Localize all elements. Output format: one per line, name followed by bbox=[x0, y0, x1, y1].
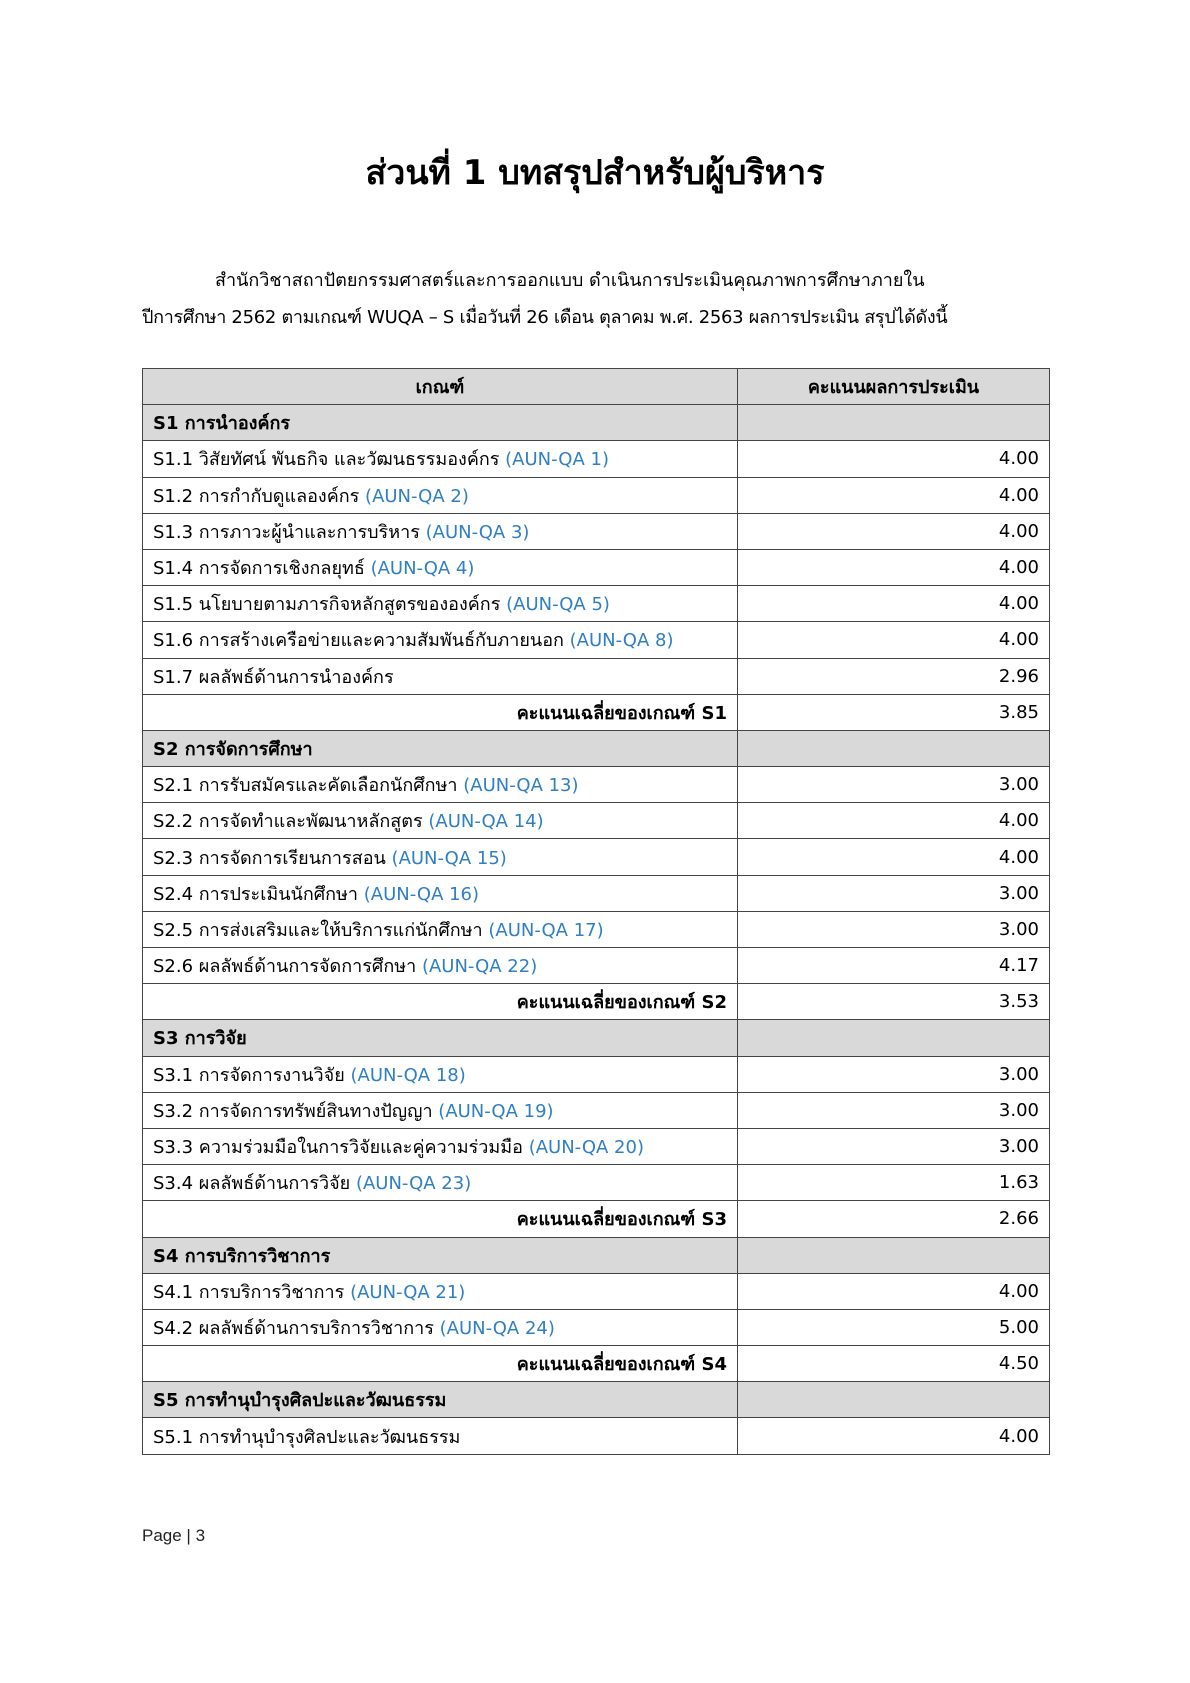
criterion-cell bbox=[143, 622, 738, 658]
score-value: 1.63 bbox=[738, 1165, 1050, 1201]
score-value: 4.00 bbox=[738, 513, 1050, 549]
score-value: 4.00 bbox=[738, 622, 1050, 658]
average-row bbox=[143, 694, 1050, 730]
score-value: 4.00 bbox=[738, 586, 1050, 622]
table-row bbox=[143, 441, 1050, 477]
aun-qa-reference: (AUN-QA 14) bbox=[428, 811, 544, 833]
score-value: 4.17 bbox=[738, 948, 1050, 984]
aun-qa-reference: (AUN-QA 16) bbox=[363, 883, 480, 905]
aun-qa-reference: (AUN-QA 23) bbox=[355, 1173, 472, 1195]
page-title: ส่วนที่ 1 บทสรุปสำหรับผู้บริหาร bbox=[365, 153, 825, 193]
criterion-label: S3.3 ความร่วมมือในการวิจัยและคู่ความร่วมมือ bbox=[153, 1137, 523, 1159]
aun-qa-reference: (AUN-QA 13) bbox=[463, 775, 579, 797]
average-value: 4.50 bbox=[738, 1346, 1050, 1382]
average-label: คะแนนเฉลี่ยของเกณฑ์ S3 bbox=[143, 1201, 738, 1237]
group-row bbox=[143, 1237, 1050, 1273]
criterion-cell bbox=[143, 767, 738, 803]
criterion-cell bbox=[143, 658, 738, 694]
score-value: 4.00 bbox=[738, 549, 1050, 585]
average-label: คะแนนเฉลี่ยของเกณฑ์ S2 bbox=[143, 984, 738, 1020]
table-row bbox=[143, 586, 1050, 622]
table-row bbox=[143, 911, 1050, 947]
score-value: 4.00 bbox=[738, 1418, 1050, 1454]
criterion-label: S1.7 ผลลัพธ์ด้านการนำองค์กร bbox=[153, 666, 394, 688]
group-title: S4 การบริการวิชาการ bbox=[143, 1237, 738, 1273]
group-row bbox=[143, 730, 1050, 766]
criterion-label: S4.2 ผลลัพธ์ด้านการบริการวิชาการ bbox=[153, 1317, 434, 1339]
aun-qa-reference: (AUN-QA 1) bbox=[505, 449, 609, 471]
score-value: 3.00 bbox=[738, 767, 1050, 803]
table-row bbox=[143, 658, 1050, 694]
criterion-cell bbox=[143, 1165, 738, 1201]
table-row bbox=[143, 1273, 1050, 1309]
criterion-cell bbox=[143, 875, 738, 911]
criterion-label: S2.1 การรับสมัครและคัดเลือกนักศึกษา bbox=[153, 775, 458, 797]
score-value: 2.96 bbox=[738, 658, 1050, 694]
table-row bbox=[143, 622, 1050, 658]
group-title: S1 การนำองค์กร bbox=[143, 405, 738, 441]
group-score-cell bbox=[738, 405, 1050, 441]
average-label: คะแนนเฉลี่ยของเกณฑ์ S4 bbox=[143, 1346, 738, 1382]
criterion-label: S4.1 การบริการวิชาการ bbox=[153, 1281, 345, 1303]
criterion-cell bbox=[143, 948, 738, 984]
score-value: 3.00 bbox=[738, 1056, 1050, 1092]
score-value: 3.00 bbox=[738, 1128, 1050, 1164]
aun-qa-reference: (AUN-QA 5) bbox=[506, 594, 610, 616]
criterion-cell bbox=[143, 1092, 738, 1128]
average-row bbox=[143, 1201, 1050, 1237]
aun-qa-reference: (AUN-QA 24) bbox=[439, 1317, 555, 1339]
criterion-cell bbox=[143, 1128, 738, 1164]
average-row bbox=[143, 984, 1050, 1020]
table-row bbox=[143, 477, 1050, 513]
score-value: 4.00 bbox=[738, 1273, 1050, 1309]
table-row bbox=[143, 1309, 1050, 1345]
criterion-label: S1.1 วิสัยทัศน์ พันธกิจ และวัฒนธรรมองค์กร bbox=[153, 449, 500, 471]
table-row bbox=[143, 1165, 1050, 1201]
criterion-cell bbox=[143, 586, 738, 622]
criterion-label: S1.3 การภาวะผู้นำและการบริหาร bbox=[153, 521, 420, 543]
criterion-cell bbox=[143, 1273, 738, 1309]
header-criteria: เกณฑ์ bbox=[143, 369, 738, 405]
group-row bbox=[143, 1020, 1050, 1056]
group-row bbox=[143, 405, 1050, 441]
table-row bbox=[143, 803, 1050, 839]
table-row bbox=[143, 875, 1050, 911]
criterion-cell bbox=[143, 1309, 738, 1345]
criterion-cell bbox=[143, 1056, 738, 1092]
criterion-label: S3.1 การจัดการงานวิจัย bbox=[153, 1064, 345, 1086]
table-row bbox=[143, 767, 1050, 803]
criterion-label: S1.2 การกำกับดูแลองค์กร bbox=[153, 485, 360, 507]
criterion-cell bbox=[143, 911, 738, 947]
aun-qa-reference: (AUN-QA 4) bbox=[370, 558, 475, 580]
criterion-label: S2.3 การจัดการเรียนการสอน bbox=[153, 847, 386, 869]
criterion-cell bbox=[143, 839, 738, 875]
criterion-label: S2.6 ผลลัพธ์ด้านการจัดการศึกษา bbox=[153, 956, 417, 978]
criterion-label: S3.4 ผลลัพธ์ด้านการวิจัย bbox=[153, 1173, 351, 1195]
score-value: 3.00 bbox=[738, 1092, 1050, 1128]
table-row bbox=[143, 948, 1050, 984]
group-score-cell bbox=[738, 1237, 1050, 1273]
score-value: 4.00 bbox=[738, 839, 1050, 875]
aun-qa-reference: (AUN-QA 19) bbox=[438, 1100, 554, 1122]
table-header-row bbox=[143, 369, 1050, 405]
criterion-cell bbox=[143, 441, 738, 477]
aun-qa-reference: (AUN-QA 3) bbox=[425, 521, 530, 543]
group-score-cell bbox=[738, 730, 1050, 766]
table-row bbox=[143, 839, 1050, 875]
score-value: 4.00 bbox=[738, 803, 1050, 839]
criterion-label: S5.1 การทำนุบำรุงศิลปะและวัฒนธรรม bbox=[153, 1426, 461, 1448]
intro-paragraph bbox=[142, 262, 1054, 336]
group-title: S3 การวิจัย bbox=[143, 1020, 738, 1056]
criterion-label: S2.2 การจัดทำและพัฒนาหลักสูตร bbox=[153, 811, 423, 833]
group-title: S2 การจัดการศึกษา bbox=[143, 730, 738, 766]
criterion-label: S1.4 การจัดการเชิงกลยุทธ์ bbox=[153, 558, 365, 580]
criterion-label: S3.2 การจัดการทรัพย์สินทางปัญญา bbox=[153, 1100, 433, 1122]
average-value: 2.66 bbox=[738, 1201, 1050, 1237]
aun-qa-reference: (AUN-QA 8) bbox=[569, 630, 674, 652]
criterion-label: S1.6 การสร้างเครือข่ายและความสัมพันธ์กับภายนอก bbox=[153, 630, 564, 652]
table-body bbox=[143, 405, 1050, 1454]
average-value: 3.85 bbox=[738, 694, 1050, 730]
score-value: 4.00 bbox=[738, 477, 1050, 513]
header-score: คะแนนผลการประเมิน bbox=[738, 369, 1050, 405]
criterion-label: S2.4 การประเมินนักศึกษา bbox=[153, 883, 359, 905]
assessment-table bbox=[142, 368, 1050, 1455]
average-value: 3.53 bbox=[738, 984, 1050, 1020]
aun-qa-reference: (AUN-QA 2) bbox=[365, 485, 469, 507]
aun-qa-reference: (AUN-QA 20) bbox=[528, 1137, 644, 1159]
criterion-cell bbox=[143, 803, 738, 839]
group-title: S5 การทำนุบำรุงศิลปะและวัฒนธรรม bbox=[143, 1382, 738, 1418]
table-row bbox=[143, 1418, 1050, 1454]
page-number: Page | 3 bbox=[142, 1526, 206, 1545]
average-row bbox=[143, 1346, 1050, 1382]
table-row bbox=[143, 549, 1050, 585]
score-value: 4.00 bbox=[738, 441, 1050, 477]
group-score-cell bbox=[738, 1020, 1050, 1056]
criterion-label: S2.5 การส่งเสริมและให้บริการแก่นักศึกษา bbox=[153, 919, 483, 941]
criterion-label: S1.5 นโยบายตามภารกิจหลักสูตรขององค์กร bbox=[153, 594, 501, 616]
score-value: 3.00 bbox=[738, 911, 1050, 947]
criterion-cell bbox=[143, 1418, 738, 1454]
group-score-cell bbox=[738, 1382, 1050, 1418]
table-row bbox=[143, 1056, 1050, 1092]
average-label: คะแนนเฉลี่ยของเกณฑ์ S1 bbox=[143, 694, 738, 730]
intro-line-1: สำนักวิชาสถาปัตยกรรมศาสตร์และการออกแบบ ดำเนินการประเมินคุณภาพการศึกษาภายใน bbox=[215, 270, 925, 291]
score-value: 5.00 bbox=[738, 1309, 1050, 1345]
aun-qa-reference: (AUN-QA 15) bbox=[391, 847, 507, 869]
table-row bbox=[143, 1128, 1050, 1164]
score-value: 3.00 bbox=[738, 875, 1050, 911]
intro-line-2: ปีการศึกษา 2562 ตามเกณฑ์ WUQA – S เมื่อวันที่ 26 เดือน ตุลาคม พ.ศ. 2563 ผลการประเมิน สรุปได้ดังนี้ bbox=[142, 307, 948, 328]
aun-qa-reference: (AUN-QA 21) bbox=[350, 1281, 466, 1303]
group-row bbox=[143, 1382, 1050, 1418]
table-row bbox=[143, 1092, 1050, 1128]
table-row bbox=[143, 513, 1050, 549]
criterion-cell bbox=[143, 549, 738, 585]
aun-qa-reference: (AUN-QA 17) bbox=[488, 919, 604, 941]
criterion-cell bbox=[143, 513, 738, 549]
aun-qa-reference: (AUN-QA 22) bbox=[421, 956, 538, 978]
aun-qa-reference: (AUN-QA 18) bbox=[350, 1064, 466, 1086]
criterion-cell bbox=[143, 477, 738, 513]
